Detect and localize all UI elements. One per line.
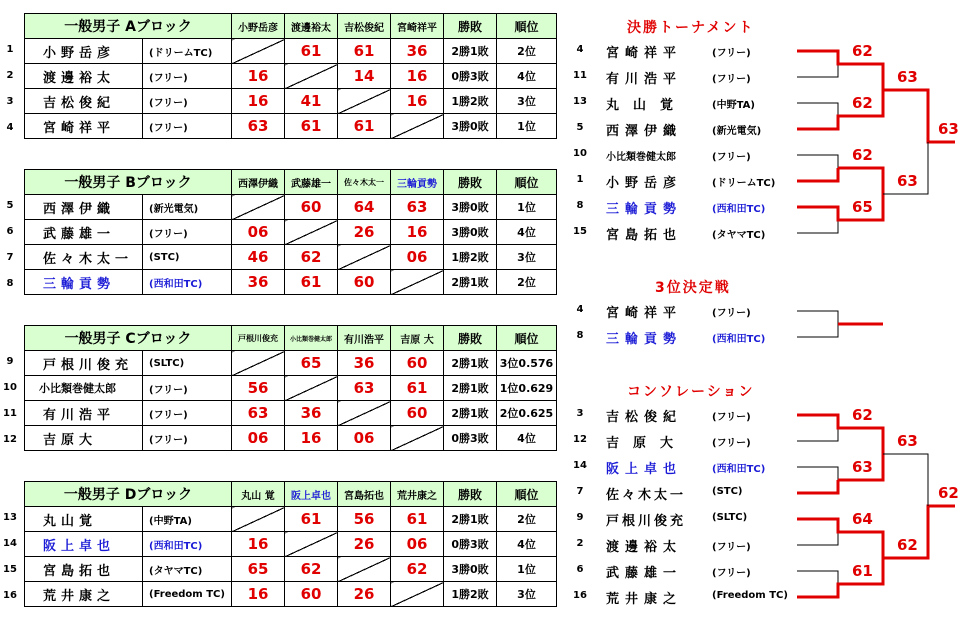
bracket-team: (SLTC) [712, 512, 748, 523]
bracket-seed: 16 [573, 590, 587, 601]
bracket-score: 64 [852, 510, 873, 528]
rank-cell: 1位 [497, 195, 557, 220]
player-team: (フリー) [143, 114, 232, 139]
bracket-seed: 3 [576, 408, 584, 419]
score-cell: 16 [391, 220, 444, 245]
rank-cell: 1位 [497, 557, 557, 582]
score-cell: 16 [391, 64, 444, 89]
opponent-header: 三輪貢勢 [391, 170, 444, 195]
bracket-seed: 15 [573, 226, 587, 237]
bracket-seed: 1 [576, 174, 584, 185]
score-cell: 60 [391, 401, 444, 426]
opponent-header: 戸根川俊充 [232, 326, 285, 351]
rank-cell: 1位 [497, 114, 557, 139]
player-name: 吉原大 [25, 426, 143, 451]
bracket-score: 63 [897, 432, 918, 450]
rank-cell: 2位 [497, 39, 557, 64]
score-cell: 61 [391, 507, 444, 532]
bracket-score: 63 [897, 172, 918, 190]
score-cell: 62 [285, 245, 338, 270]
player-name: 渡邊裕太 [25, 64, 143, 89]
block-title: 一般男子 Aブロック [25, 14, 232, 39]
score-cell: 14 [338, 64, 391, 89]
score-cell: 64 [338, 195, 391, 220]
rank-cell: 3位 [497, 89, 557, 114]
row-number: 13 [3, 512, 17, 523]
bracket-line [797, 467, 838, 493]
rank-cell: 2位 [497, 270, 557, 295]
bracket-player: 西澤伊織 [606, 124, 683, 139]
bracket-line [883, 454, 928, 506]
bracket-player: 丸山覚 [606, 98, 688, 113]
bracket-score: 63 [938, 120, 959, 138]
player-team: (フリー) [143, 220, 232, 245]
winner-line [797, 480, 838, 493]
record-cell: 0勝3敗 [444, 64, 497, 89]
player-team: (中野TA) [143, 507, 232, 532]
record-cell: 3勝0敗 [444, 195, 497, 220]
player-team: (フリー) [143, 426, 232, 451]
score-cell: 62 [391, 557, 444, 582]
record-cell: 3勝0敗 [444, 114, 497, 139]
player-team: (SLTC) [143, 351, 232, 376]
score-cell: 56 [232, 376, 285, 401]
bracket-score: 63 [852, 458, 873, 476]
score-cell: 16 [232, 89, 285, 114]
bracket-seed: 4 [576, 44, 584, 55]
score-cell: 26 [338, 582, 391, 607]
player-name: 有川浩平 [25, 401, 143, 426]
bracket-score: 65 [852, 198, 873, 216]
rank-cell: 4位 [497, 220, 557, 245]
player-name: 阪上卓也 [25, 532, 143, 557]
rank-header: 順位 [497, 170, 557, 195]
bracket-line [797, 207, 838, 233]
player-name: 三輪貢勢 [25, 270, 143, 295]
score-cell: 65 [232, 557, 285, 582]
score-cell: 46 [232, 245, 285, 270]
record-cell: 0勝3敗 [444, 532, 497, 557]
score-cell: 06 [391, 245, 444, 270]
row-number: 1 [6, 44, 14, 55]
bracket-seed: 2 [576, 538, 584, 549]
score-cell: 36 [391, 39, 444, 64]
score-cell: 62 [285, 557, 338, 582]
player-name: 小比類巻健太郎 [25, 376, 143, 401]
player-name: 荒井康之 [25, 582, 143, 607]
bracket-seed: 6 [576, 564, 584, 575]
consolation-title: コンソレーション [627, 384, 755, 400]
bracket-seed: 8 [576, 200, 584, 211]
row-number: 11 [3, 408, 17, 419]
player-name: 小野岳彦 [25, 39, 143, 64]
player-name: 吉松俊紀 [25, 89, 143, 114]
rank-cell: 2位0.625 [497, 401, 557, 426]
player-team: (フリー) [143, 376, 232, 401]
opponent-header: 武藤雄一 [285, 170, 338, 195]
score-cell: 16 [232, 64, 285, 89]
player-name: 宮崎祥平 [25, 114, 143, 139]
score-cell: 61 [338, 39, 391, 64]
row-number: 9 [6, 356, 14, 367]
rank-cell: 4位 [497, 64, 557, 89]
opponent-header: 丸山 覚 [232, 482, 285, 507]
bracket-seed: 4 [576, 304, 584, 315]
bracket-score: 61 [852, 562, 873, 580]
player-name: 佐々木太一 [25, 245, 143, 270]
bracket-team: (ドリームTC) [712, 178, 776, 189]
score-cell: 60 [285, 582, 338, 607]
rank-cell: 3位0.576 [497, 351, 557, 376]
block-title: 一般男子 Cブロック [25, 326, 232, 351]
bracket-player: 宮島拓也 [606, 228, 683, 243]
record-cell: 2勝1敗 [444, 376, 497, 401]
record-cell: 1勝2敗 [444, 89, 497, 114]
rank-cell: 2位 [497, 507, 557, 532]
bracket-player: 三輪貢勢 [606, 202, 683, 217]
bracket-team: (フリー) [712, 568, 751, 579]
bracket-player: 佐々木太一 [606, 488, 687, 503]
opponent-header: 佐々木太一 [338, 170, 391, 195]
opponent-header: 吉原 大 [391, 326, 444, 351]
record-cell: 2勝1敗 [444, 39, 497, 64]
bracket-seed: 9 [576, 512, 584, 523]
bracket-seed: 14 [573, 460, 587, 471]
bracket-team: (フリー) [712, 308, 751, 319]
bracket-team: (フリー) [712, 152, 751, 163]
player-name: 丸山覚 [25, 507, 143, 532]
bracket-team: (フリー) [712, 48, 751, 59]
bracket-player: 三輪貢勢 [606, 332, 683, 347]
winner-line [838, 168, 883, 194]
bracket-score: 62 [852, 406, 873, 424]
bracket-team: (フリー) [712, 412, 751, 423]
bracket-line [797, 519, 838, 545]
row-number: 6 [6, 226, 14, 237]
bracket-player: 小野岳彦 [606, 176, 683, 191]
bracket-team: (西和田TC) [712, 334, 766, 345]
bracket-score: 62 [938, 484, 959, 502]
finals-title: 決勝トーナメント [627, 20, 755, 36]
score-cell: 06 [232, 220, 285, 245]
player-team: (フリー) [143, 64, 232, 89]
row-number: 4 [6, 122, 14, 133]
bracket-line [797, 103, 838, 129]
bracket-team: (タヤマTC) [712, 230, 766, 241]
bracket-team: (フリー) [712, 438, 751, 449]
score-cell: 26 [338, 532, 391, 557]
score-cell: 36 [285, 401, 338, 426]
rank-cell: 3位 [497, 245, 557, 270]
record-cell: 3勝0敗 [444, 557, 497, 582]
bracket-player: 宮崎祥平 [606, 46, 683, 61]
bracket-player: 宮崎祥平 [606, 306, 683, 321]
bracket-team: (新光電気) [712, 126, 762, 137]
opponent-header: 阪上卓也 [285, 482, 338, 507]
bracket-team: (フリー) [712, 74, 751, 85]
rank-header: 順位 [497, 482, 557, 507]
bracket-seed: 8 [576, 330, 584, 341]
score-cell: 56 [338, 507, 391, 532]
rank-cell: 4位 [497, 426, 557, 451]
row-number: 2 [6, 70, 14, 81]
score-cell: 61 [285, 39, 338, 64]
bracket-team: (西和田TC) [712, 204, 766, 215]
score-cell: 61 [338, 114, 391, 139]
opponent-header: 吉松俊紀 [338, 14, 391, 39]
record-cell: 2勝1敗 [444, 270, 497, 295]
player-team: (新光電気) [143, 195, 232, 220]
winner-line [883, 506, 955, 558]
player-team: (STC) [143, 245, 232, 270]
record-header: 勝敗 [444, 170, 497, 195]
winner-line [797, 168, 838, 181]
bracket-player: 渡邊裕太 [606, 540, 683, 555]
score-cell: 06 [338, 426, 391, 451]
bracket-score: 62 [852, 146, 873, 164]
bracket-team: (西和田TC) [712, 464, 766, 475]
record-cell: 2勝1敗 [444, 401, 497, 426]
score-cell: 60 [285, 195, 338, 220]
bracket-player: 荒井康之 [606, 592, 683, 607]
bracket-line [797, 415, 838, 441]
row-number: 16 [3, 590, 17, 601]
record-cell: 0勝3敗 [444, 426, 497, 451]
score-cell: 63 [338, 376, 391, 401]
row-number: 5 [6, 200, 14, 211]
bracket-player: 阪上卓也 [606, 462, 683, 477]
bracket-line [797, 571, 838, 597]
rank-cell: 4位 [497, 532, 557, 557]
block-title: 一般男子 Bブロック [25, 170, 232, 195]
block-title: 一般男子 Dブロック [25, 482, 232, 507]
player-team: (タヤマTC) [143, 557, 232, 582]
record-cell: 1勝2敗 [444, 245, 497, 270]
score-cell: 06 [232, 426, 285, 451]
bracket-seed: 13 [573, 96, 587, 107]
opponent-header: 荒井康之 [391, 482, 444, 507]
bracket-score: 62 [897, 536, 918, 554]
opponent-header: 宮島拓也 [338, 482, 391, 507]
score-cell: 41 [285, 89, 338, 114]
third-place-title: 3位決定戦 [655, 280, 731, 296]
bracket-team: (STC) [712, 486, 743, 497]
score-cell: 16 [232, 582, 285, 607]
player-name: 武藤雄一 [25, 220, 143, 245]
bracket-team: (Freedom TC) [712, 590, 788, 601]
row-number: 12 [3, 434, 17, 445]
score-cell: 06 [391, 532, 444, 557]
rank-cell: 1位0.629 [497, 376, 557, 401]
bracket-seed: 12 [573, 434, 587, 445]
score-cell: 63 [391, 195, 444, 220]
bracket-player: 小比類巻健太郎 [606, 152, 676, 163]
row-number: 14 [3, 538, 17, 549]
record-cell: 1勝2敗 [444, 582, 497, 607]
bracket-score: 62 [852, 94, 873, 112]
record-cell: 3勝0敗 [444, 220, 497, 245]
bracket-seed: 7 [576, 486, 584, 497]
record-header: 勝敗 [444, 326, 497, 351]
bracket-player: 吉松俊紀 [606, 410, 683, 425]
player-name: 西澤伊織 [25, 195, 143, 220]
opponent-header: 宮崎祥平 [391, 14, 444, 39]
bracket-seed: 5 [576, 122, 584, 133]
opponent-header: 渡邊裕太 [285, 14, 338, 39]
rank-header: 順位 [497, 14, 557, 39]
score-cell: 63 [232, 401, 285, 426]
row-number: 15 [3, 564, 17, 575]
score-cell: 36 [338, 351, 391, 376]
bracket-seed: 10 [573, 148, 587, 159]
player-team: (フリー) [143, 401, 232, 426]
bracket-score: 63 [897, 68, 918, 86]
record-cell: 2勝1敗 [444, 351, 497, 376]
opponent-header: 小野岳彦 [232, 14, 285, 39]
row-number: 8 [6, 278, 14, 289]
record-cell: 2勝1敗 [444, 507, 497, 532]
rank-cell: 3位 [497, 582, 557, 607]
bracket-seed: 11 [573, 70, 587, 81]
player-team: (Freedom TC) [143, 582, 232, 607]
record-header: 勝敗 [444, 14, 497, 39]
player-name: 宮島拓也 [25, 557, 143, 582]
score-cell: 36 [232, 270, 285, 295]
bracket-score: 62 [852, 42, 873, 60]
bracket-team: (フリー) [712, 542, 751, 553]
score-cell: 26 [338, 220, 391, 245]
opponent-header: 小比類巻健太郎 [285, 326, 338, 351]
score-cell: 63 [232, 114, 285, 139]
row-number: 3 [6, 96, 14, 107]
row-number: 7 [6, 252, 14, 263]
bracket-team: (中野TA) [712, 100, 755, 111]
record-header: 勝敗 [444, 482, 497, 507]
player-team: (ドリームTC) [143, 39, 232, 64]
opponent-header: 有川浩平 [338, 326, 391, 351]
score-cell: 16 [285, 426, 338, 451]
player-team: (西和田TC) [143, 532, 232, 557]
score-cell: 65 [285, 351, 338, 376]
bracket-player: 戸根川俊充 [606, 514, 687, 529]
player-name: 戸根川俊充 [25, 351, 143, 376]
row-number: 10 [3, 382, 17, 393]
bracket-player: 吉原大 [606, 436, 688, 451]
bracket-line [797, 311, 838, 337]
rank-header: 順位 [497, 326, 557, 351]
opponent-header: 西澤伊織 [232, 170, 285, 195]
score-cell: 61 [391, 376, 444, 401]
score-cell: 61 [285, 507, 338, 532]
bracket-player: 武藤雄一 [606, 566, 683, 581]
bracket-player: 有川浩平 [606, 72, 683, 87]
player-team: (西和田TC) [143, 270, 232, 295]
score-cell: 61 [285, 270, 338, 295]
score-cell: 61 [285, 114, 338, 139]
score-cell: 16 [391, 89, 444, 114]
score-cell: 16 [232, 532, 285, 557]
score-cell: 60 [338, 270, 391, 295]
player-team: (フリー) [143, 89, 232, 114]
bracket-line [797, 155, 838, 181]
score-cell: 60 [391, 351, 444, 376]
bracket-line [797, 51, 838, 77]
